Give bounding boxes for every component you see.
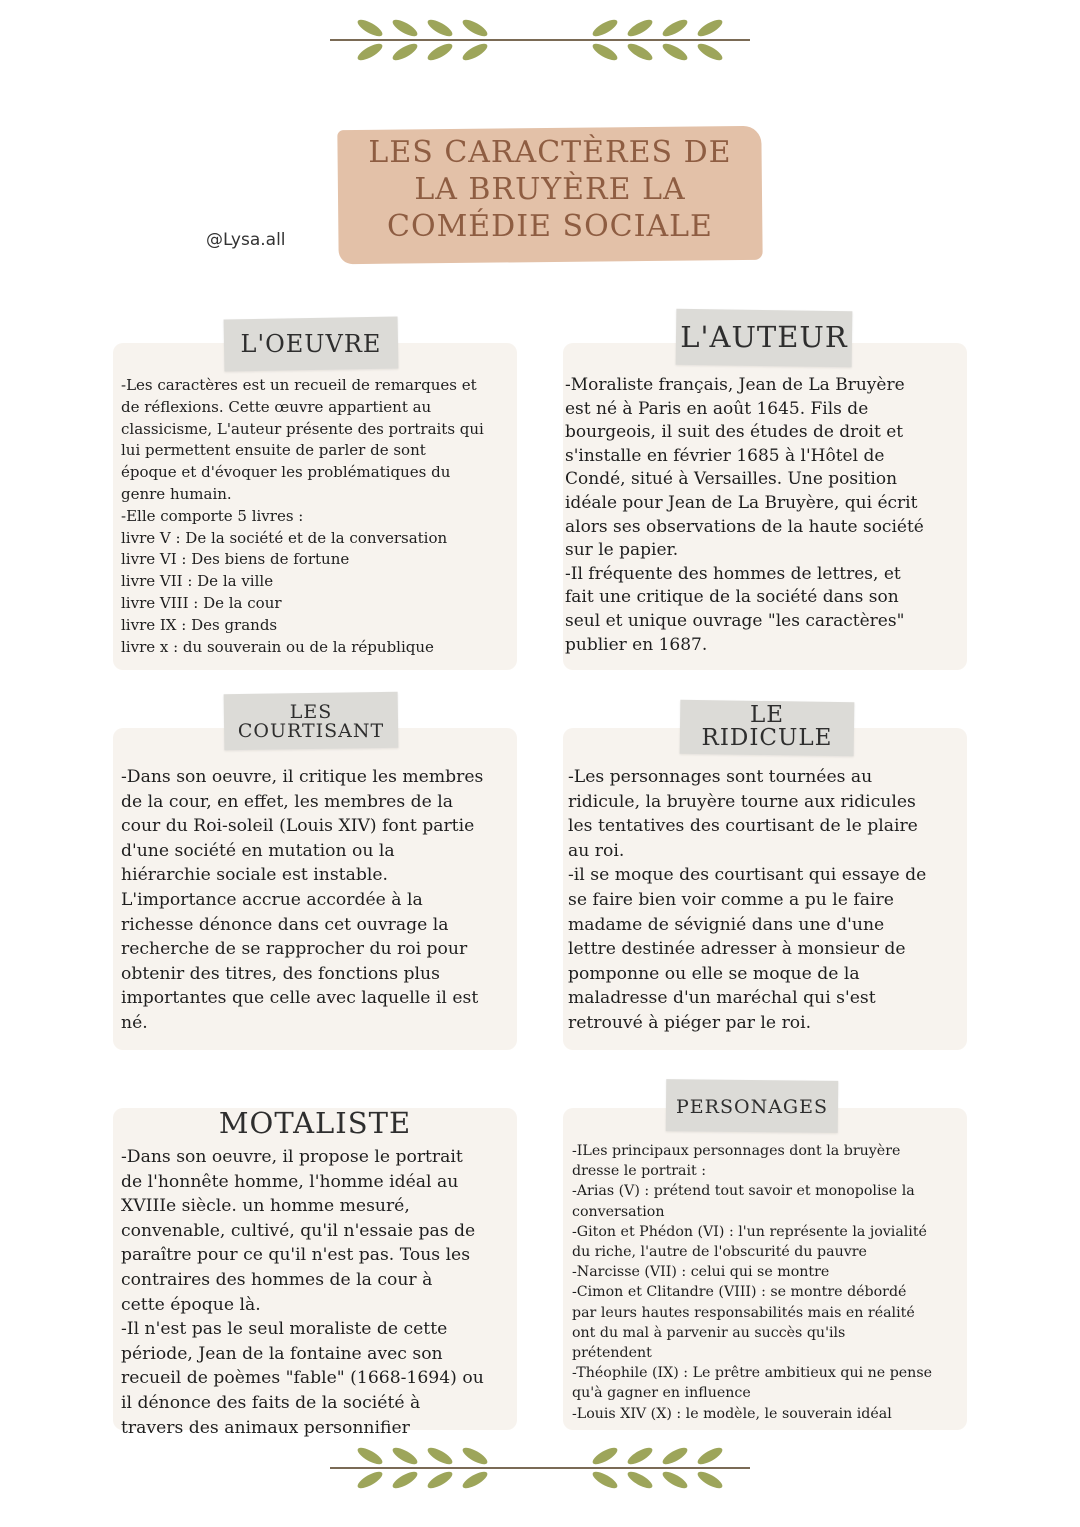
courtisant-heading-line-2: COURTISANT	[237, 720, 385, 742]
personages-line: prétendent	[572, 1345, 652, 1362]
auteur-line: idéale pour Jean de La Bruyère, qui écrit	[565, 492, 918, 513]
oeuvre-line: époque et d'évoquer les problématiques du	[121, 463, 451, 482]
auteur-line: alors ses observations de la haute société	[565, 516, 924, 537]
moraliste-line: de l'honnête homme, l'homme idéal au	[121, 1171, 459, 1192]
moraliste-heading: MOTALISTE	[218, 1106, 412, 1140]
personages-line: -Louis XIV (X) : le modèle, le souverain idéal	[572, 1405, 892, 1422]
title-line-3: COMÉDIE SOCIALE	[387, 209, 713, 244]
ridicule-line: -Les personnages sont tournées au	[568, 767, 873, 787]
courtisant-heading-line-1: LES	[289, 701, 333, 723]
auteur-line: -Moraliste français, Jean de La Bruyère	[565, 375, 905, 395]
personages-line: du riche, l'autre de l'obscurité du pauvre	[572, 1244, 867, 1261]
personages-line: -ILes principaux personnages dont la bruyère	[572, 1143, 901, 1159]
personages-line: ont du mal à parvenir au succès qu'ils	[572, 1324, 846, 1341]
courtisant-line: L'importance accrue accordée à la	[121, 889, 423, 910]
oeuvre-line: -Les caractères est un recueil de remarques et	[121, 376, 477, 394]
courtisant-line: importantes que celle avec laquelle il est	[121, 988, 479, 1009]
ridicule-line: se faire bien voir comme a pu le faire	[568, 889, 894, 910]
oeuvre-line: livre VI : Des biens de fortune	[121, 550, 350, 569]
auteur-line: est né à Paris en août 1645. Fils de	[565, 398, 869, 419]
oeuvre-line: livre x : du souverain ou de la république	[121, 637, 434, 656]
moraliste-line: il dénonce des faits de la société à	[121, 1392, 421, 1413]
personages-line: -Cimon et Clitandre (VIII) : se montre débordé	[572, 1284, 907, 1301]
oeuvre-line: de réflexions. Cette œuvre appartient au	[121, 397, 432, 416]
auteur-line: Condé, situé à Versailles. Une position	[565, 469, 898, 490]
page-title	[338, 134, 762, 245]
courtisant-line: obtenir des titres, des fonctions plus	[121, 963, 440, 984]
courtisant-line: hiérarchie sociale est instable.	[121, 865, 388, 886]
oeuvre-body	[121, 375, 484, 658]
auteur-line: fait une critique de la société dans son	[565, 587, 899, 608]
oeuvre-line: livre V : De la société et de la conversation	[121, 528, 448, 547]
personages-line: dresse le portrait :	[572, 1163, 707, 1180]
moraliste-line: paraître pour ce qu'il n'est pas. Tous les	[121, 1245, 471, 1266]
personages-line: -Giton et Phédon (VI) : l'un représente la jovialité	[572, 1223, 927, 1240]
auteur-body	[565, 374, 924, 657]
moraliste-line: contraires des hommes de la cour à	[121, 1269, 433, 1290]
personages-heading: PERSONAGES	[676, 1096, 828, 1118]
moraliste-line: -Il n'est pas le seul moraliste de cette	[121, 1319, 448, 1340]
moraliste-line: recueil de poèmes "fable" (1668-1694) ou	[121, 1368, 484, 1389]
oeuvre-heading: L'OEUVRE	[240, 330, 382, 358]
personages-line: -Théophile (IX) : Le prêtre ambitieux qui ne pense	[572, 1365, 932, 1382]
personages-line: conversation	[572, 1203, 665, 1220]
oeuvre-line: livre VIII : De la cour	[121, 593, 282, 612]
moraliste-line: XVIIIe siècle. un homme mesuré,	[121, 1196, 410, 1217]
courtisant-line: né.	[121, 1012, 148, 1033]
auteur-line: sur le papier.	[565, 540, 679, 561]
auteur-line: seul et unique ouvrage "les caractères"	[565, 610, 905, 631]
auteur-line: publier en 1687.	[565, 634, 708, 655]
ridicule-line: maladresse d'un maréchal qui s'est	[568, 988, 876, 1009]
moraliste-line: convenable, cultivé, qu'il n'essaie pas de	[121, 1220, 476, 1241]
moraliste-line: période, Jean de la fontaine avec son	[121, 1343, 443, 1364]
courtisant-body	[121, 765, 483, 1036]
top-branch-ornament	[330, 15, 750, 65]
courtisant-line: cour du Roi-soleil (Louis XIV) font partie	[121, 816, 475, 837]
personages-line: -Arias (V) : prétend tout savoir et monopolise la	[572, 1183, 915, 1200]
ridicule-line: lettre destinée adresser à monsieur de	[568, 939, 906, 960]
courtisant-line: d'une société en mutation ou la	[121, 840, 395, 861]
oeuvre-line: livre IX : Des grands	[121, 615, 278, 634]
ridicule-heading	[680, 704, 854, 750]
moraliste-line: cette époque là.	[121, 1294, 261, 1315]
auteur-line: s'installe en février 1685 à l'Hôtel de	[565, 445, 885, 466]
auteur-line: bourgeois, il suit des études de droit et	[565, 422, 904, 443]
oeuvre-line: livre VII : De la ville	[121, 572, 274, 591]
auteur-line: -Il fréquente des hommes de lettres, et	[565, 563, 901, 584]
moraliste-line: travers des animaux personnifier	[121, 1417, 410, 1438]
bottom-branch-ornament	[330, 1443, 750, 1493]
courtisant-line: richesse dénonce dans cet ouvrage la	[121, 914, 449, 935]
courtisant-line: -Dans son oeuvre, il critique les membres	[121, 767, 484, 787]
ridicule-line: les tentatives des courtisant de le plaire	[568, 816, 918, 837]
ridicule-line: -il se moque des courtisant qui essaye de	[568, 865, 927, 886]
ridicule-line: madame de sévignié dans une d'une	[568, 914, 885, 935]
ridicule-body	[568, 765, 926, 1036]
oeuvre-line: -Elle comporte 5 livres :	[121, 506, 304, 525]
personages-line: qu'à gagner en influence	[572, 1385, 751, 1402]
title-line-2: LA BRUYÈRE LA	[414, 172, 686, 207]
personages-line: -Narcisse (VII) : celui qui se montre	[572, 1264, 830, 1281]
oeuvre-line: lui permettent ensuite de parler de sont	[121, 441, 426, 460]
author-handle: @Lysa.all	[206, 230, 286, 250]
auteur-heading: L'AUTEUR	[680, 320, 848, 354]
courtisant-line: de la cour, en effet, les membres de la	[121, 791, 454, 812]
ridicule-line: au roi.	[568, 840, 625, 861]
ridicule-line: retrouvé à piéger par le roi.	[568, 1012, 812, 1033]
ridicule-line: ridicule, la bruyère tourne aux ridicules	[568, 791, 916, 812]
moraliste-body	[121, 1145, 484, 1440]
ridicule-line: pomponne ou elle se moque de la	[568, 963, 860, 984]
ridicule-heading-line-1: LE	[749, 702, 785, 728]
personages-line: par leurs hautes responsabilités mais en réalité	[572, 1304, 915, 1321]
oeuvre-line: genre humain.	[121, 484, 232, 503]
ridicule-heading-line-2: RIDICULE	[701, 725, 833, 751]
courtisant-heading	[224, 703, 398, 741]
personages-body	[572, 1141, 932, 1424]
title-line-1: LES CARACTÈRES DE	[368, 135, 732, 170]
courtisant-line: recherche de se rapprocher du roi pour	[121, 939, 468, 960]
moraliste-line: -Dans son oeuvre, il propose le portrait	[121, 1147, 463, 1167]
oeuvre-line: classicisme, L'auteur présente des portraits qui	[121, 419, 484, 438]
